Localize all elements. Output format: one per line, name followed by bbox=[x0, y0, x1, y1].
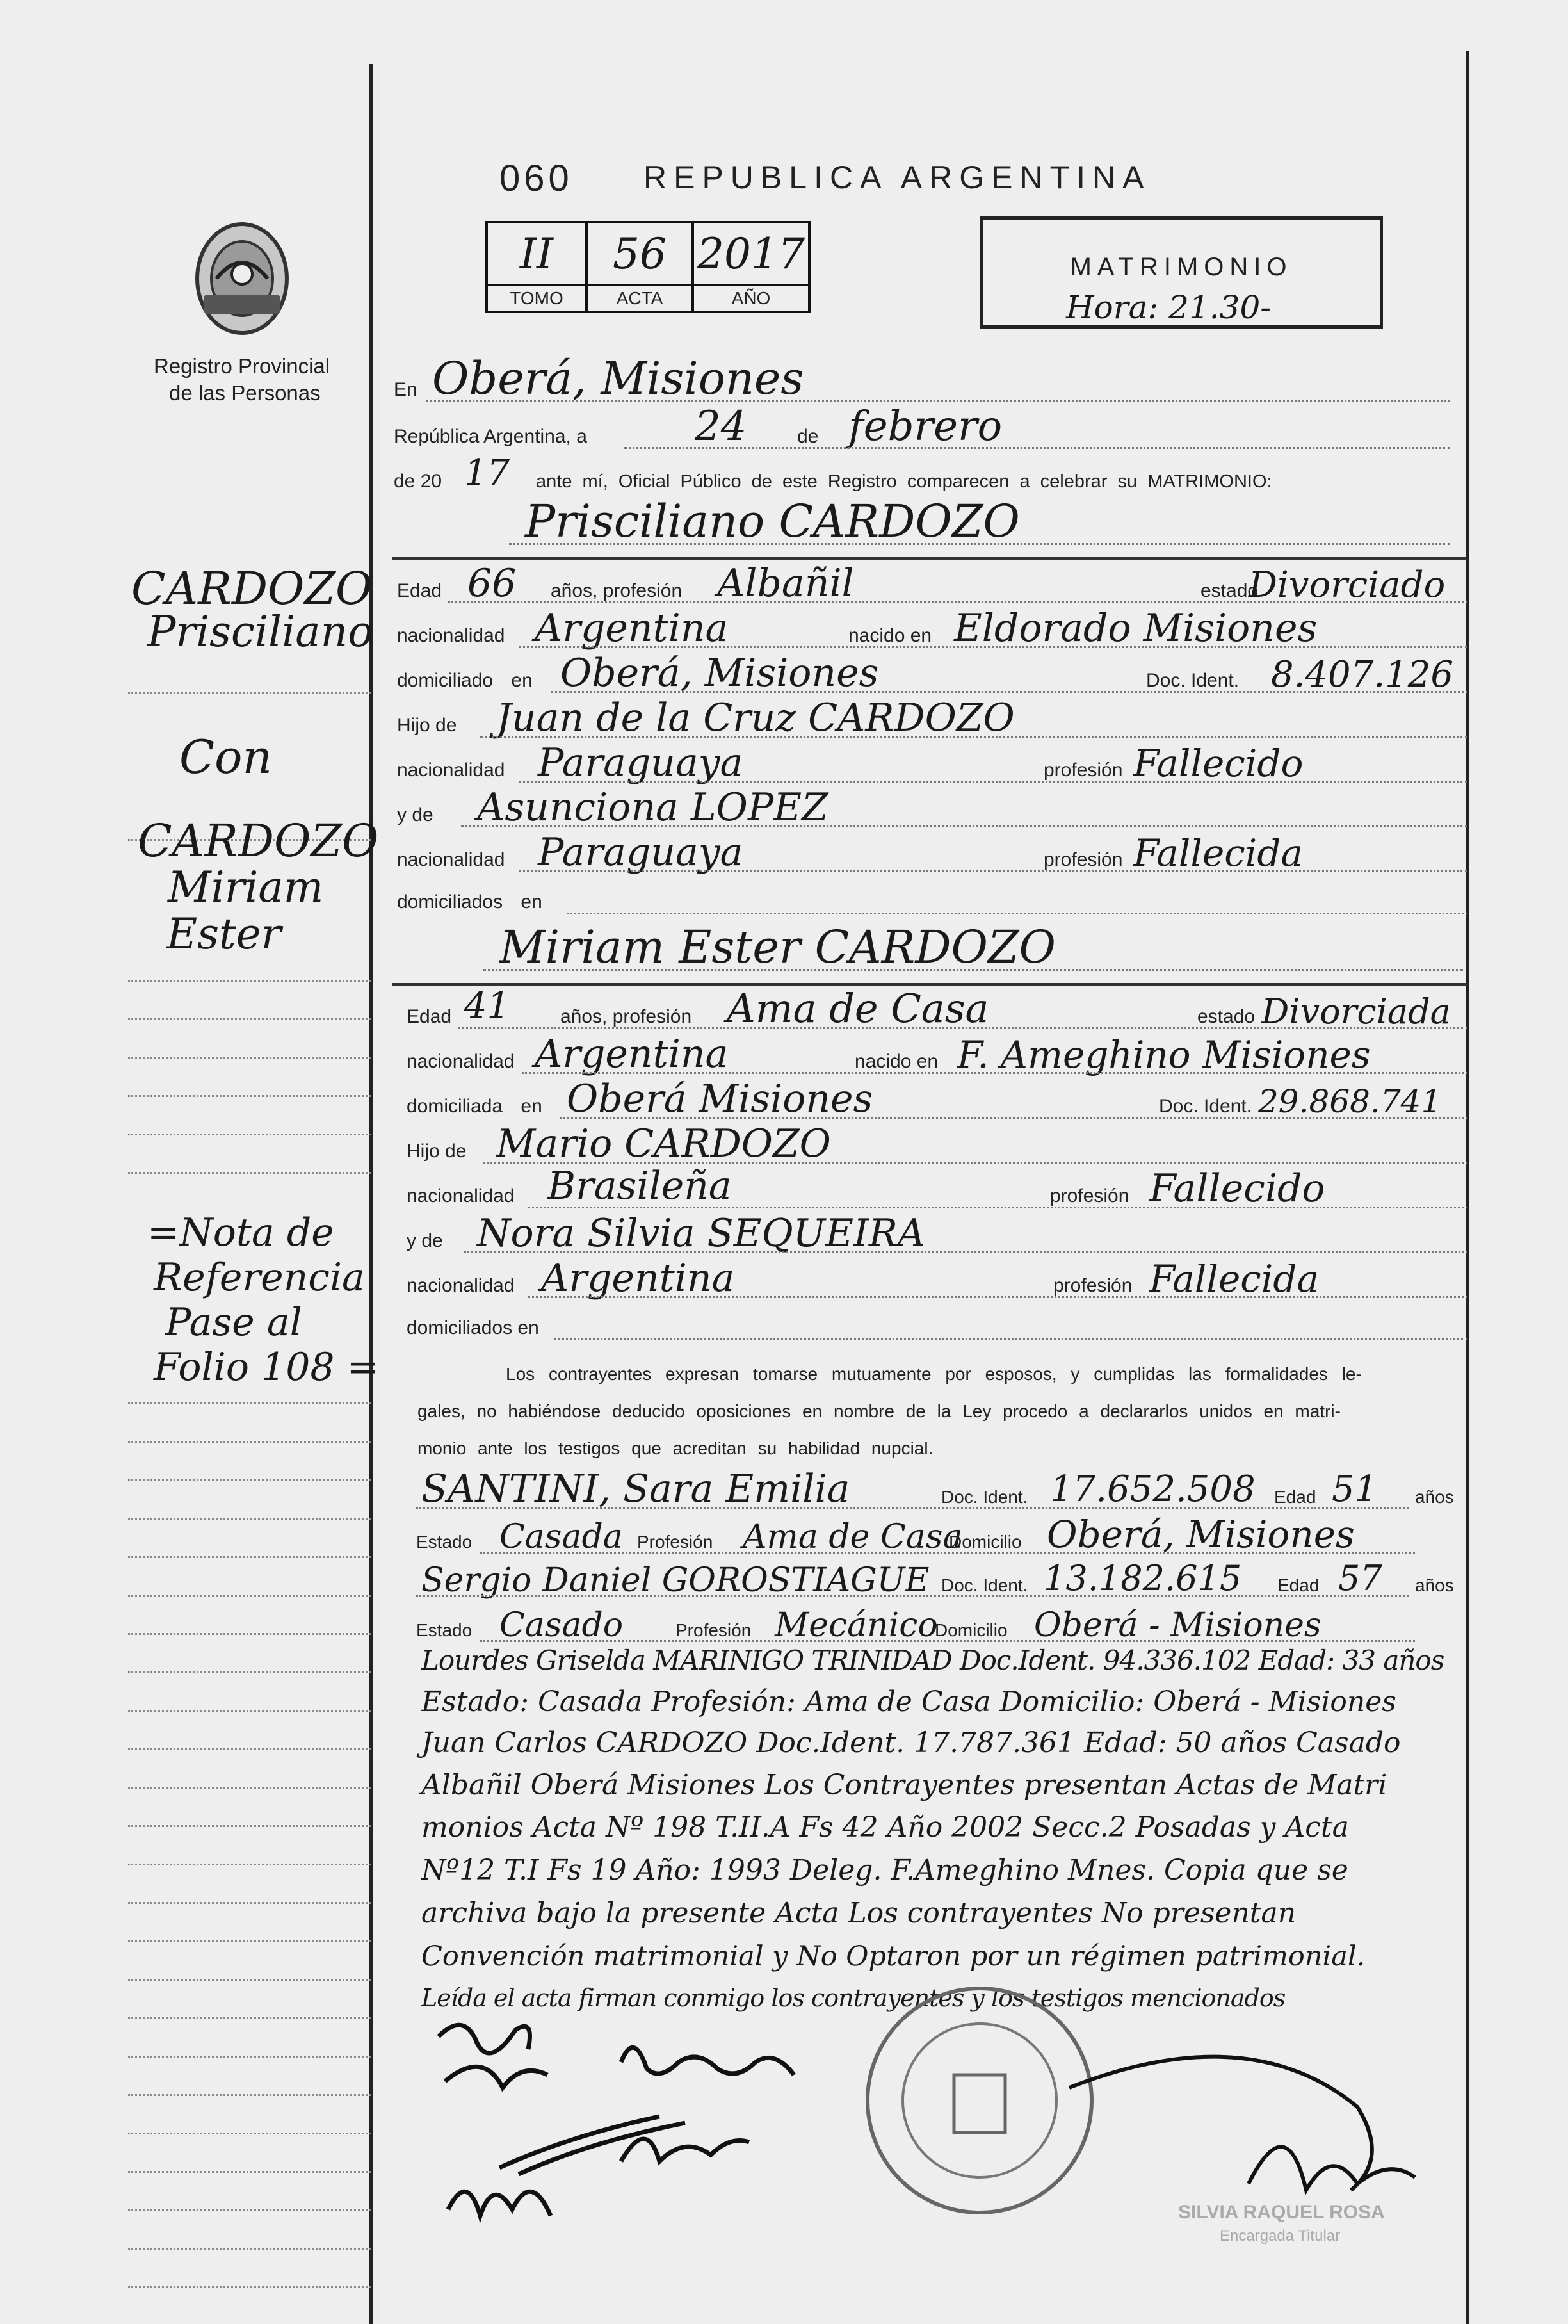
witness1-profesion: Ama de Casa bbox=[743, 1518, 963, 1556]
spouse2-row-madre: y de Nora Silvia SEQUEIRA bbox=[407, 1214, 1467, 1256]
margin-connector: Con bbox=[179, 730, 272, 784]
anio-label: AÑO bbox=[693, 285, 809, 312]
spouse1-estado: Divorciado bbox=[1249, 564, 1446, 606]
intro-place-line bbox=[394, 352, 1450, 405]
note-line-3: Juan Carlos CARDOZO Doc.Ident. 17.787.361 Edad: 50 años Casado bbox=[421, 1727, 1401, 1759]
spouse2-profesion: Ama de Casa bbox=[727, 985, 989, 1032]
spouse1-row-padre-nac: nacionalidad Paraguaya profesión Fallecido bbox=[397, 743, 1467, 785]
note-line-6: Nº12 T.I Fs 19 Año: 1993 Deleg. F.Ameghino Mnes. Copia que se bbox=[421, 1854, 1348, 1887]
witness1-doc: 17.652.508 bbox=[1050, 1468, 1256, 1510]
signature-spouse2 bbox=[615, 2024, 807, 2097]
matrimonio-box bbox=[980, 216, 1383, 329]
spouse1-name: Prisciliano CARDOZO bbox=[525, 495, 1020, 548]
spouse2-madre: Nora Silvia SEQUEIRA bbox=[477, 1211, 926, 1256]
spouse1-row-madre-nac: nacionalidad Paraguaya profesión Fallecida bbox=[397, 833, 1467, 875]
acta-value: 56 bbox=[586, 222, 693, 285]
witness2-estado: Casado bbox=[499, 1606, 624, 1645]
margin-note1: =Nota de bbox=[147, 1210, 334, 1255]
witness1-edad: 51 bbox=[1332, 1468, 1378, 1510]
witness1-row-estado: Estado Casada Profesión Ama de Casa Domicilio Oberá, Misiones bbox=[416, 1513, 1466, 1556]
spouse1-padre-prof: Fallecido bbox=[1133, 742, 1304, 785]
note-line-9: Leída el acta firman conmigo los contrayentes y los testigos mencionados bbox=[421, 1984, 1286, 2012]
witness1-name: SANTINI, Sara Emilia bbox=[421, 1467, 850, 1511]
signature-witness2 bbox=[442, 2158, 570, 2232]
intro-month: febrero bbox=[848, 403, 1003, 450]
spouse1-madre: Asunciona LOPEZ bbox=[477, 785, 828, 830]
spouse2-madre-prof: Fallecida bbox=[1149, 1257, 1320, 1301]
spouse2-estado: Divorciada bbox=[1261, 991, 1451, 1032]
spouse2-nacido: F. Ameghino Misiones bbox=[957, 1033, 1371, 1077]
margin-name1-surname: CARDOZO bbox=[131, 562, 373, 615]
margin-name2-surname: CARDOZO bbox=[138, 815, 379, 867]
official-name: SILVIA RAQUEL ROSA bbox=[1178, 2202, 1385, 2223]
intro-year: 17 bbox=[464, 452, 510, 494]
note-line-2: Estado: Casada Profesión: Ama de Casa Domicilio: Oberá - Misiones bbox=[421, 1686, 1396, 1718]
spouse1-row-domiciliados: domiciliados en bbox=[397, 877, 1467, 917]
page-serial: 060 bbox=[499, 158, 573, 199]
note-line-7: archiva bajo la presente Acta Los contrayentes No presentan bbox=[421, 1897, 1297, 1930]
republica-label: República Argentina, a bbox=[394, 426, 587, 447]
spouse1-padre-nac: Paraguaya bbox=[538, 740, 743, 785]
signature-spouse1 bbox=[426, 2011, 554, 2104]
spouse2-row-domicilio: domiciliada en Oberá Misiones Doc. Ident. 29.868.741 bbox=[407, 1079, 1467, 1121]
margin-note2: Referencia bbox=[154, 1255, 365, 1300]
spouse1-edad: 66 bbox=[467, 561, 517, 606]
spouse1-profesion: Albañil bbox=[717, 561, 854, 606]
acta-label: ACTA bbox=[586, 285, 693, 312]
spouse1-madre-nac: Paraguaya bbox=[538, 830, 743, 875]
spouse1-row-nacionalidad: nacionalidad Argentina nacido en Eldorado Misiones bbox=[397, 608, 1467, 651]
witness2-row-name: Sergio Daniel GOROSTIAGUE Doc. Ident. 13.182.615 Edad 57 años bbox=[416, 1556, 1466, 1600]
intro-date-line bbox=[394, 403, 1450, 451]
spouse2-name-line bbox=[394, 922, 1463, 973]
margin-name1-given: Prisciliano bbox=[147, 607, 373, 656]
spouse2-row-padre-nac: nacionalidad Brasileña profesión Fallecido bbox=[407, 1169, 1467, 1211]
declaration-line3: monio ante los testigos que acreditan su habilidad nupcial. bbox=[417, 1438, 934, 1458]
spouse1-doc: 8.407.126 bbox=[1271, 654, 1454, 695]
witness2-edad: 57 bbox=[1338, 1558, 1382, 1598]
note-line-4: Albañil Oberá Misiones Los Contrayentes presentan Actas de Matri bbox=[421, 1769, 1387, 1801]
witness2-name: Sergio Daniel GOROSTIAGUE bbox=[421, 1561, 930, 1600]
spouse2-name: Miriam Ester CARDOZO bbox=[499, 921, 1056, 973]
spouse2-madre-nac: Argentina bbox=[541, 1256, 735, 1301]
intro-year-line bbox=[394, 452, 1450, 496]
spouse2-row-padre: Hijo de Mario CARDOZO bbox=[407, 1124, 1467, 1166]
en-label: En bbox=[394, 379, 417, 400]
note-line-1: Lourdes Griselda MARINIGO TRINIDAD Doc.Ident. 94.336.102 Edad: 33 años bbox=[421, 1645, 1444, 1676]
spouse2-doc: 29.868.741 bbox=[1258, 1083, 1442, 1120]
spouse2-domicilio: Oberá Misiones bbox=[567, 1077, 873, 1121]
spouse1-madre-prof: Fallecida bbox=[1133, 831, 1304, 875]
spouse2-padre-nac: Brasileña bbox=[547, 1164, 732, 1208]
de20-label: de 20 bbox=[394, 471, 442, 492]
spouse1-row-domicilio: domiciliado en Oberá, Misiones Doc. Ident. 8.407.126 bbox=[397, 653, 1467, 695]
official-title: Encargada Titular bbox=[1220, 2227, 1341, 2245]
spouse2-row-domiciliados: domiciliados en bbox=[407, 1303, 1467, 1343]
official-signature bbox=[1056, 2030, 1441, 2213]
spouse1-domicilio: Oberá, Misiones bbox=[560, 651, 879, 695]
intro-day: 24 bbox=[695, 403, 747, 450]
spouse1-nacido: Eldorado Misiones bbox=[954, 606, 1318, 651]
spouse1-row-padre: Hijo de Juan de la Cruz CARDOZO bbox=[397, 698, 1467, 740]
spouse2-padre: Mario CARDOZO bbox=[496, 1121, 831, 1166]
registry-line1: Registro Provincial bbox=[154, 354, 330, 378]
witness2-domicilio: Oberá - Misiones bbox=[1034, 1606, 1321, 1645]
spouse2-row-edad: Edad 41 años, profesión Ama de Casa estado Divorciada bbox=[407, 989, 1467, 1032]
spouse1-padre: Juan de la Cruz CARDOZO bbox=[496, 695, 1015, 740]
spouse2-nacionalidad: Argentina bbox=[535, 1032, 729, 1077]
spouse1-nacionalidad: Argentina bbox=[535, 606, 729, 651]
country-title: REPUBLICA ARGENTINA bbox=[643, 159, 1151, 195]
spouse1-name-line bbox=[394, 496, 1450, 548]
tomo-label: TOMO bbox=[487, 285, 586, 312]
margin-name2-given2: Ester bbox=[166, 909, 282, 959]
witness2-profesion: Mecánico bbox=[775, 1606, 938, 1645]
left-column-divider bbox=[369, 64, 373, 2324]
spouse1-row-edad: Edad 66 años, profesión Albañil estado Divorciado bbox=[397, 564, 1467, 606]
anio-value: 2017 bbox=[693, 222, 809, 285]
tomo-value: II bbox=[487, 222, 586, 285]
act-type: MATRIMONIO bbox=[1070, 253, 1293, 281]
witness1-estado: Casada bbox=[499, 1518, 623, 1556]
margin-note3: Pase al bbox=[165, 1300, 302, 1345]
witness2-row-estado: Estado Casado Profesión Mecánico Domicilio Oberá - Misiones bbox=[416, 1601, 1466, 1645]
declaration-line1: Los contrayentes expresan tomarse mutuamente por esposos, y cumplidas las formalidades le- bbox=[506, 1364, 1362, 1384]
note-line-8: Convención matrimonial y No Optaron por un régimen patrimonial. bbox=[421, 1940, 1366, 1972]
section-divider-1 bbox=[392, 557, 1467, 560]
spouse2-row-madre-nac: nacionalidad Argentina profesión Fallecida bbox=[407, 1258, 1467, 1301]
witness1-row-name: SANTINI, Sara Emilia Doc. Ident. 17.652.508 Edad 51 años bbox=[416, 1467, 1466, 1511]
de-label: de bbox=[797, 426, 819, 447]
tomo-acta-anio-box bbox=[485, 221, 811, 313]
margin-name2-given1: Miriam bbox=[168, 863, 324, 912]
margin-note4: Folio 108 = bbox=[154, 1345, 379, 1390]
province-seal-icon bbox=[191, 218, 293, 339]
spouse2-edad: 41 bbox=[464, 985, 510, 1027]
spouse2-row-nacionalidad: nacionalidad Argentina nacido en F. Ameghino Misiones bbox=[407, 1034, 1467, 1077]
intro-place: Oberá, Misiones bbox=[432, 352, 804, 405]
registry-line2: de las Personas bbox=[169, 381, 321, 405]
declaration-line2: gales, no habiéndose deducido oposiciones en nombre de la Ley procedo a declararlos unidos en matri- bbox=[417, 1401, 1341, 1421]
witness1-domicilio: Oberá, Misiones bbox=[1047, 1513, 1355, 1556]
witness2-doc: 13.182.615 bbox=[1044, 1558, 1242, 1598]
spouse1-row-madre: y de Asunciona LOPEZ bbox=[397, 788, 1467, 830]
note-line-5: monios Acta Nº 198 T.II.A Fs 42 Año 2002 Secc.2 Posadas y Acta bbox=[421, 1811, 1349, 1844]
ante-text: ante mí, Oficial Público de este Registro comparecen a celebrar su MATRIMONIO: bbox=[536, 471, 1272, 492]
hora: Hora: 21.30- bbox=[1066, 289, 1272, 326]
spouse2-padre-prof: Fallecido bbox=[1149, 1166, 1325, 1211]
